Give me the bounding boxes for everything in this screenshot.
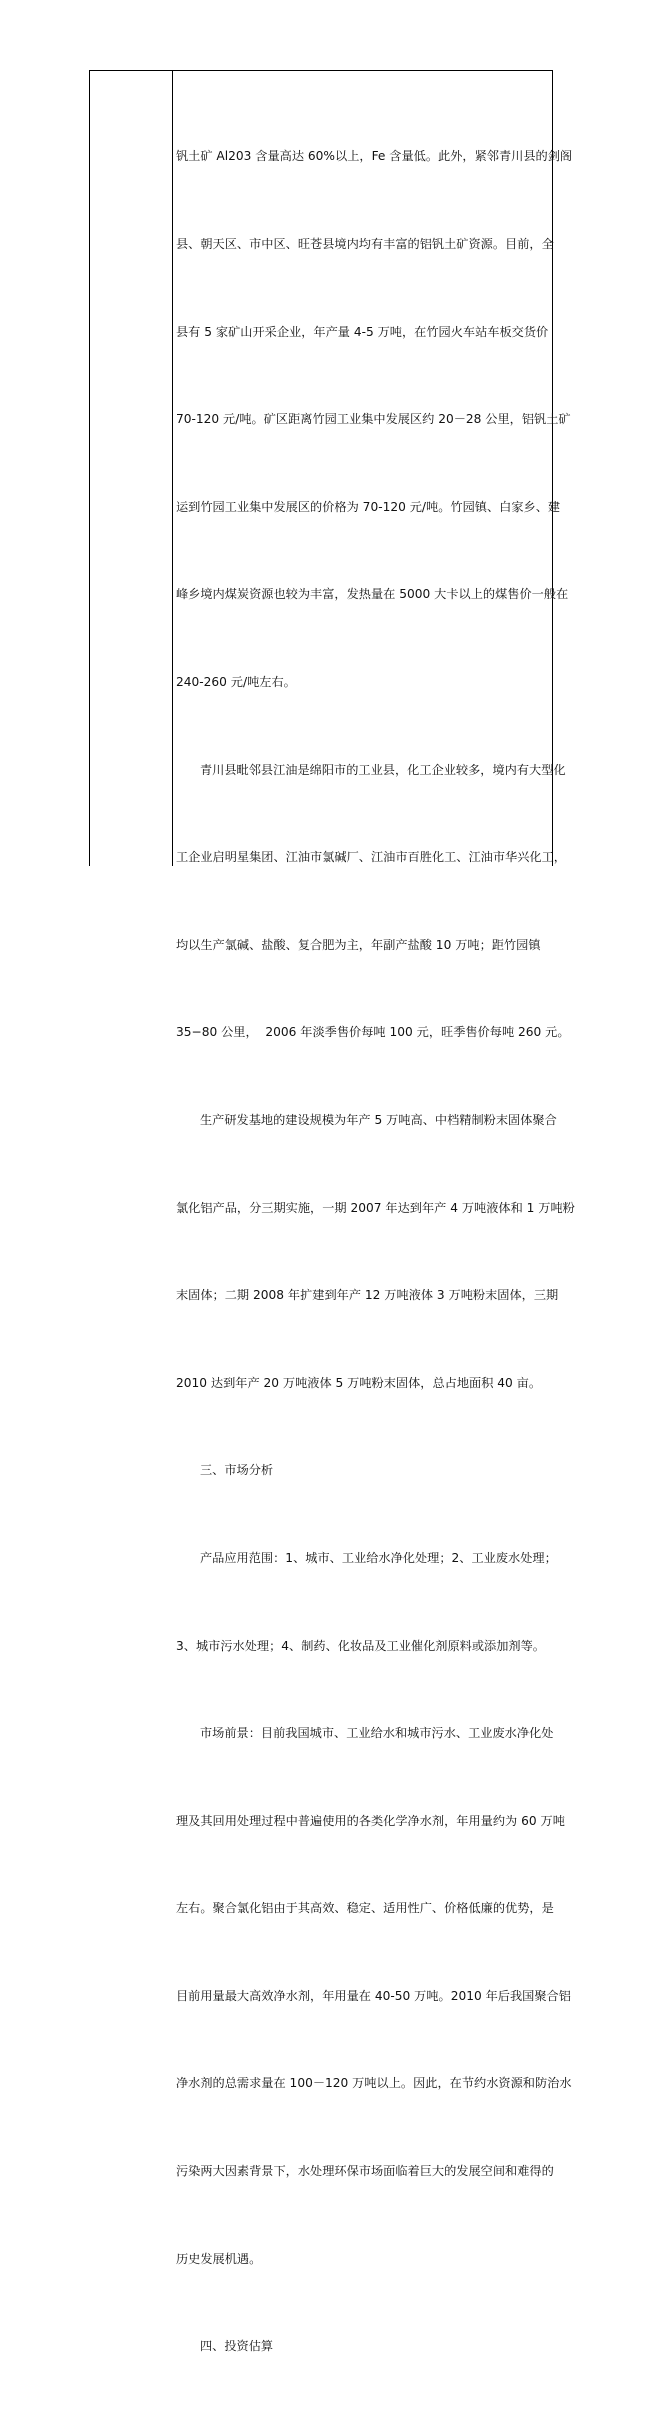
section-heading: 三、市场分析 [200, 1463, 274, 1478]
text-line: 钒土矿 Al203 含量高达 60%以上，Fe 含量低。此外，紧邻青川县的剑阁 [176, 149, 573, 164]
section-heading: 四、投资估算 [200, 2339, 274, 2354]
text-line: 产品应用范围：1、城市、工业给水净化处理；2、工业废水处理； [200, 1550, 557, 1565]
text-line: 运到竹园工业集中发展区的价格为 70-120 元/吨。竹园镇、白家乡、建 [176, 499, 561, 514]
text-line: 县、朝天区、市中区、旺苍县境内均有丰富的铝钒土矿资源。目前，全 [176, 237, 554, 251]
text-line: 青川县毗邻县江油是绵阳市的工业县，化工企业较多，境内有大型化 [200, 762, 566, 777]
text-line: 峰乡境内煤炭资源也较为丰富，发热量在 5000 大卡以上的煤售价一般在 [176, 587, 569, 602]
paragraph-text [176, 84, 575, 2420]
text-line: 市场前景：目前我国城市、工业给水和城市污水、工业废水净化处 [200, 1726, 554, 1741]
text-line: 工企业启明星集团、江油市氯碱厂、江油市百胜化工、江油市华兴化工， [176, 850, 566, 865]
column-divider [172, 70, 173, 866]
text-line: 70-120 元/吨。矿区距离竹园工业集中发展区约 20－28 公里，铝钒土矿 [176, 412, 571, 427]
text-line: 理及其回用处理过程中普遍使用的各类化学净水剂，年用量约为 60 万吨 [176, 1813, 565, 1828]
text-line: 末固体；二期 2008 年扩建到年产 12 万吨液体 3 万吨粉末固体，三期 [176, 1288, 559, 1303]
text-line: 县有 5 家矿山开采企业，年产量 4-5 万吨，在竹园火车站车板交货价 [176, 324, 549, 339]
text-line: 生产研发基地的建设规模为年产 5 万吨高、中档精制粉末固体聚合 [200, 1112, 557, 1127]
text-line: 35−80 公里， 2006 年淡季售价每吨 100 元，旺季售价每吨 260 元。 [176, 1025, 570, 1040]
text-line: 氯化铝产品，分三期实施，一期 2007 年达到年产 4 万吨液体和 1 万吨粉 [176, 1200, 575, 1215]
text-line: 历史发展机遇。 [176, 2251, 262, 2266]
text-line: 3、城市污水处理；4、制药、化妆品及工业催化剂原料或添加剂等。 [176, 1638, 545, 1653]
text-line: 目前用量最大高效净水剂，年用量在 40-50 万吨。2010 年后我国聚合铝 [176, 1988, 571, 2003]
text-line: 均以生产氯碱、盐酸、复合肥为主，年副产盐酸 10 万吨；距竹园镇 [176, 937, 541, 952]
text-line: 2010 达到年产 20 万吨液体 5 万吨粉末固体，总占地面积 40 亩。 [176, 1375, 542, 1390]
text-line: 净水剂的总需求量在 100－120 万吨以上。因此，在节约水资源和防治水 [176, 2076, 572, 2091]
table-cell-content [176, 84, 575, 2420]
text-line: 左右。聚合氯化铝由于其高效、稳定、适用性广、价格低廉的优势，是 [176, 1901, 554, 1916]
text-line: 240-260 元/吨左右。 [176, 674, 296, 689]
text-line: 污染两大因素背景下，水处理环保市场面临着巨大的发展空间和难得的 [176, 2164, 554, 2179]
